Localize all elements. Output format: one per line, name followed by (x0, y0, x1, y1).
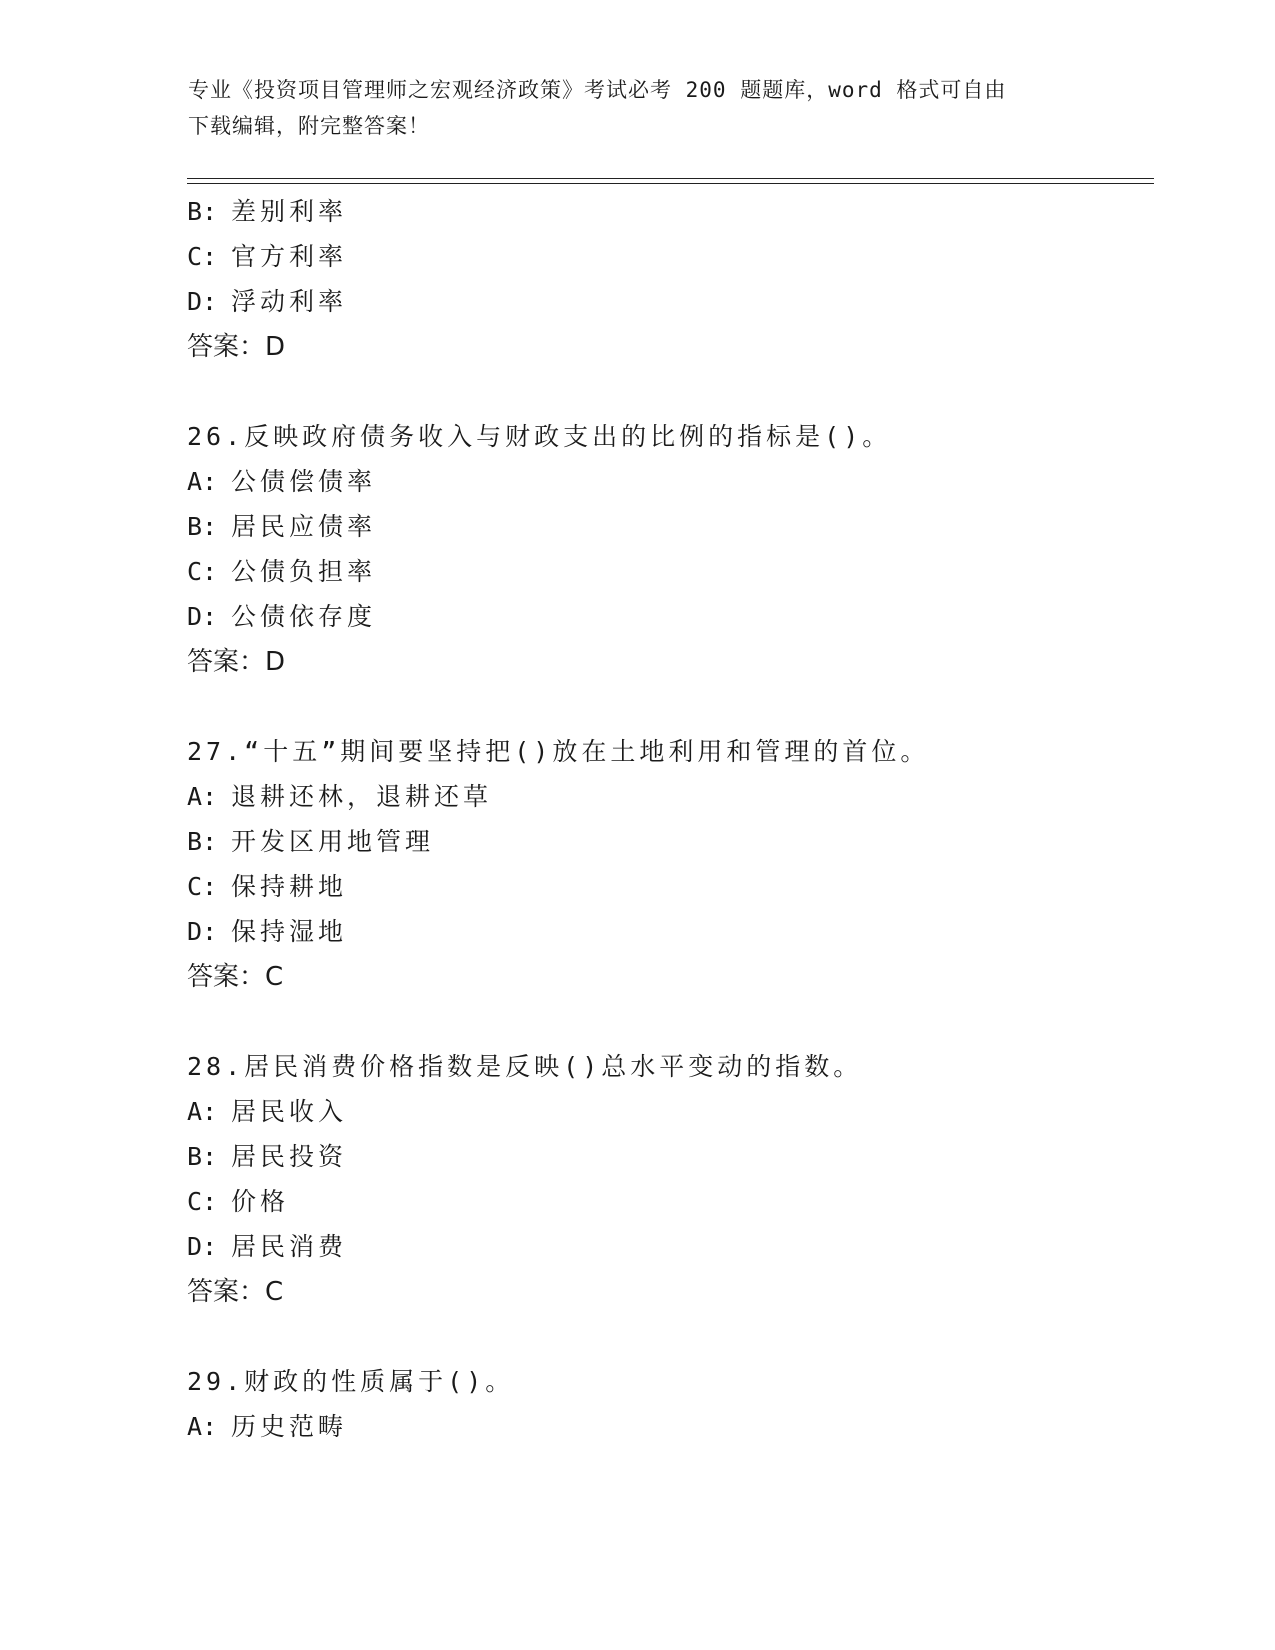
option-text: 浮动利率 (231, 287, 348, 316)
option-letter: D: (187, 602, 218, 631)
q27-option-b (187, 825, 434, 859)
q26-option-a (187, 465, 376, 499)
option-text: 价格 (231, 1187, 290, 1216)
option-text: 退耕还林，退耕还草 (231, 782, 493, 811)
option-letter: D: (187, 287, 218, 316)
document-header (188, 72, 1068, 144)
q26-option-d (187, 600, 376, 634)
option-text: 保持耕地 (231, 872, 348, 901)
option-letter: D: (187, 1232, 218, 1261)
q26-answer: 答案：D (187, 647, 286, 677)
option-letter: B: (187, 512, 218, 541)
q28-option-c (187, 1185, 289, 1219)
q29-stem: 29.财政的性质属于()。 (187, 1367, 515, 1396)
q26-option-c (187, 555, 376, 589)
option-letter: C: (187, 242, 218, 271)
option-text: 居民收入 (231, 1097, 348, 1126)
q27-option-c (187, 870, 347, 904)
header-line-2: 下载编辑，附完整答案！ (188, 114, 430, 138)
q29-option-a (187, 1410, 347, 1444)
option-letter: A: (187, 1412, 218, 1441)
q26-stem: 26.反映政府债务收入与财政支出的比例的指标是()。 (187, 422, 892, 451)
q25-answer: 答案：D (187, 332, 286, 362)
option-text: 居民投资 (231, 1142, 348, 1171)
q28-answer: 答案：C (187, 1277, 284, 1307)
option-letter: C: (187, 1187, 218, 1216)
q28-stem: 28.居民消费价格指数是反映()总水平变动的指数。 (187, 1052, 863, 1081)
option-text: 公债偿债率 (231, 467, 377, 496)
header-line-1: 专业《投资项目管理师之宏观经济政策》考试必考 200 题题库，word 格式可自由 (188, 78, 1007, 102)
option-letter: C: (187, 557, 218, 586)
option-letter: A: (187, 467, 218, 496)
option-text: 差别利率 (231, 197, 348, 226)
q27-stem: 27.“十五”期间要坚持把()放在土地利用和管理的首位。 (187, 737, 930, 766)
q27-option-d (187, 915, 347, 949)
option-text: 历史范畴 (231, 1412, 348, 1441)
q26-option-b (187, 510, 376, 544)
option-text: 开发区用地管理 (231, 827, 435, 856)
option-text: 居民消费 (231, 1232, 348, 1261)
q28-option-b (187, 1140, 347, 1174)
option-letter: A: (187, 1097, 218, 1126)
option-letter: B: (187, 827, 218, 856)
option-text: 公债依存度 (231, 602, 377, 631)
option-text: 官方利率 (231, 242, 348, 271)
option-text: 保持湿地 (231, 917, 348, 946)
header-divider-top (187, 178, 1154, 179)
option-text: 居民应债率 (231, 512, 377, 541)
option-letter: C: (187, 872, 218, 901)
option-text: 公债负担率 (231, 557, 377, 586)
q28-option-a (187, 1095, 347, 1129)
q27-option-a (187, 780, 492, 814)
header-divider-bottom (187, 183, 1154, 184)
q25-option-b (187, 195, 347, 229)
q27-answer: 答案：C (187, 962, 284, 992)
option-letter: B: (187, 1142, 218, 1171)
q28-option-d (187, 1230, 347, 1264)
q25-option-c (187, 240, 347, 274)
option-letter: D: (187, 917, 218, 946)
option-letter: A: (187, 782, 218, 811)
option-letter: B: (187, 197, 218, 226)
q25-option-d (187, 285, 347, 319)
